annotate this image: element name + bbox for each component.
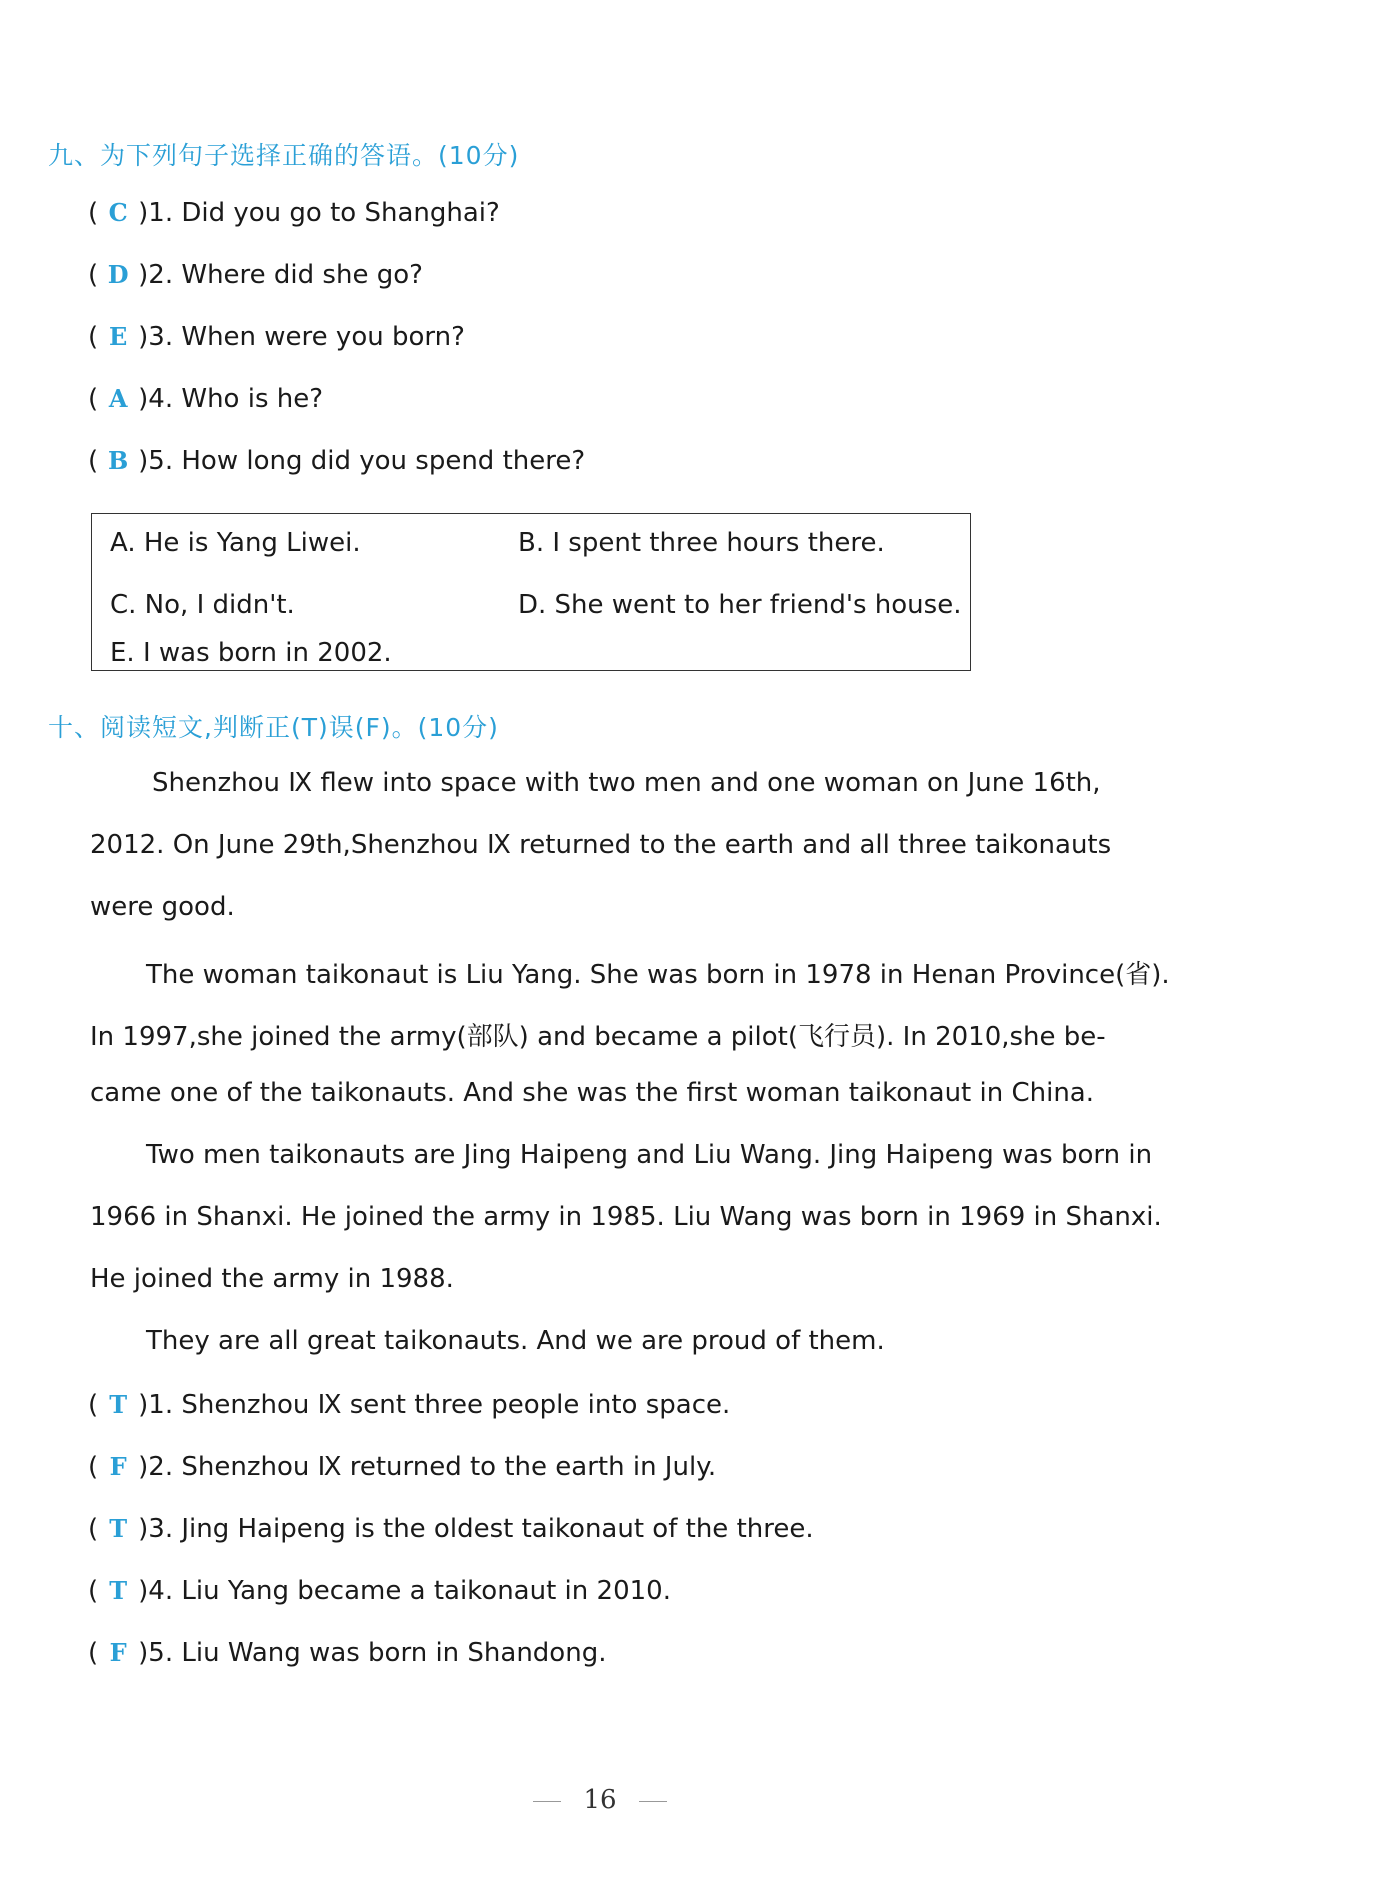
s10-question-text: )2. Shenzhou Ⅸ returned to the earth in July. [138,1452,717,1482]
s9-question-1: ( C )1. Did you go to Shanghai? [88,198,500,228]
s9-question-text: )4. Who is he? [138,384,324,414]
s10-question-2: ( F )2. Shenzhou Ⅸ returned to the earth in July. [88,1452,717,1482]
passage-line-2: 2012. On June 29th,Shenzhou Ⅸ returned to the earth and all three taikonauts [90,830,1112,860]
s10-question-text: )5. Liu Wang was born in Shandong. [138,1638,607,1668]
page-footer [0,1785,1200,1815]
s10-question-4: ( T )4. Liu Yang became a taikonaut in 2010. [88,1576,671,1606]
s10-answer-2: F [109,1452,127,1481]
passage-line-10: They are all great taikonauts. And we are proud of them. [146,1326,885,1356]
option-e: E. I was born in 2002. [110,638,392,668]
s10-question-text: )1. Shenzhou Ⅸ sent three people into space. [138,1390,731,1420]
passage-line-3: were good. [90,892,235,922]
s9-answer-3: E [109,322,128,351]
passage-line-9: He joined the army in 1988. [90,1264,454,1294]
option-c: C. No, I didn't. [110,590,295,620]
passage-line-8: 1966 in Shanxi. He joined the army in 1985. Liu Wang was born in 1969 in Shanxi. [90,1202,1162,1232]
s9-question-3: ( E )3. When were you born? [88,322,465,352]
option-b: B. I spent three hours there. [518,528,885,558]
s9-question-text: )1. Did you go to Shanghai? [138,198,500,228]
option-a: A. He is Yang Liwei. [110,528,361,558]
passage-line-6: came one of the taikonauts. And she was the first woman taikonaut in China. [90,1078,1095,1108]
s10-question-text: )3. Jing Haipeng is the oldest taikonaut of the three. [138,1514,814,1544]
s10-answer-4: T [109,1576,128,1605]
footer-dash-right [639,1801,667,1802]
s9-answer-1: C [108,198,128,227]
s9-answer-4: A [108,384,128,413]
s10-answer-3: T [109,1514,128,1543]
s10-question-5: ( F )5. Liu Wang was born in Shandong. [88,1638,607,1668]
passage-line-1: Shenzhou Ⅸ flew into space with two men and one woman on June 16th, [152,768,1101,798]
footer-dash-left [533,1801,561,1802]
s10-answer-1: T [109,1390,128,1419]
page-number: 16 [583,1785,617,1815]
options-box [91,513,971,671]
s9-answer-5: B [108,446,129,475]
s10-answer-5: F [109,1638,127,1667]
option-d: D. She went to her friend's house. [518,590,962,620]
s9-question-text: )3. When were you born? [138,322,465,352]
s9-question-5: ( B )5. How long did you spend there? [88,446,586,476]
s9-question-4: ( A )4. Who is he? [88,384,324,414]
section10-title: 十、阅读短文,判断正(T)误(F)。(10分) [48,713,499,742]
s10-question-text: )4. Liu Yang became a taikonaut in 2010. [138,1576,671,1606]
passage-line-7: Two men taikonauts are Jing Haipeng and Liu Wang. Jing Haipeng was born in [146,1140,1153,1170]
s9-answer-2: D [107,260,129,289]
s10-question-1: ( T )1. Shenzhou Ⅸ sent three people into space. [88,1390,731,1420]
s9-question-2: ( D )2. Where did she go? [88,260,423,290]
s10-question-3: ( T )3. Jing Haipeng is the oldest taikonaut of the three. [88,1514,814,1544]
s9-question-text: )5. How long did you spend there? [138,446,586,476]
section9-title: 九、为下列句子选择正确的答语。(10分) [48,141,520,170]
s9-question-text: )2. Where did she go? [138,260,423,290]
passage-line-4: The woman taikonaut is Liu Yang. She was born in 1978 in Henan Province(省). [146,960,1170,990]
passage-line-5: In 1997,she joined the army(部队) and became a pilot(飞行员). In 2010,she be- [90,1022,1106,1052]
